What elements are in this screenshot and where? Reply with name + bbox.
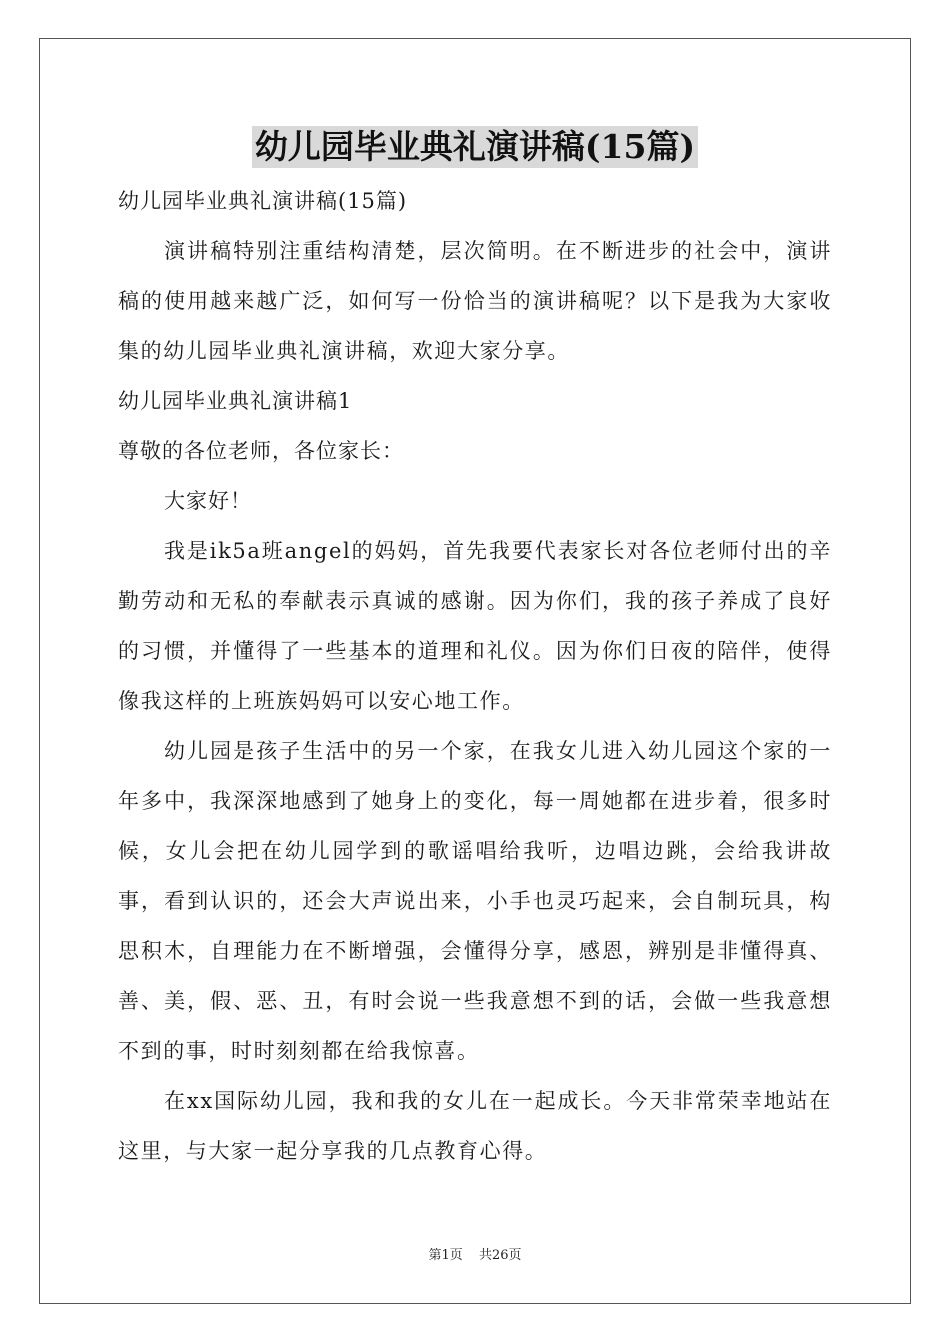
document-title: 幼儿园毕业典礼演讲稿(15篇) [252, 126, 698, 168]
page-number: 第1页 [428, 1248, 463, 1263]
greeting: 大家好！ [164, 489, 252, 513]
body-paragraph-3: 在xx国际幼儿园，我和我的女儿在一起成长。今天非常荣幸地站在这里，与大家一起分享我的几点教育心得。 [118, 1089, 832, 1163]
page-footer [0, 1247, 950, 1265]
body-paragraph-1: 我是ik5a班angel的妈妈，首先我要代表家长对各位老师付出的辛勤劳动和无私的奉献表示真诚的感谢。因为你们，我的孩子养成了良好的习惯，并懂得了一些基本的道理和礼仪。因为你们日夜的陪伴，使得像我这样的上班族妈妈可以安心地工作。 [118, 539, 832, 713]
salutation: 尊敬的各位老师，各位家长： [118, 439, 404, 463]
section-heading: 幼儿园毕业典礼演讲稿1 [118, 389, 353, 413]
document-subtitle: 幼儿园毕业典礼演讲稿(15篇) [118, 189, 408, 213]
document-body [118, 176, 832, 1176]
title-container [0, 126, 950, 168]
intro-paragraph: 演讲稿特别注重结构清楚，层次简明。在不断进步的社会中，演讲稿的使用越来越广泛，如何写一份恰当的演讲稿呢？以下是我为大家收集的幼儿园毕业典礼演讲稿，欢迎大家分享。 [118, 239, 832, 363]
body-paragraph-2: 幼儿园是孩子生活中的另一个家，在我女儿进入幼儿园这个家的一年多中，我深深地感到了她身上的变化，每一周她都在进步着，很多时候，女儿会把在幼儿园学到的歌谣唱给我听，边唱边跳，会给我讲故事，看到认识的，还会大声说出来，小手也灵巧起来，会自制玩具，构思积木，自理能力在不断增强，会懂得分享，感恩，辨别是非懂得真、善、美，假、恶、丑，有时会说一些我意想不到的话，会做一些我意想不到的事，时时刻刻都在给我惊喜。 [118, 739, 832, 1063]
page-total: 共26页 [478, 1248, 522, 1263]
